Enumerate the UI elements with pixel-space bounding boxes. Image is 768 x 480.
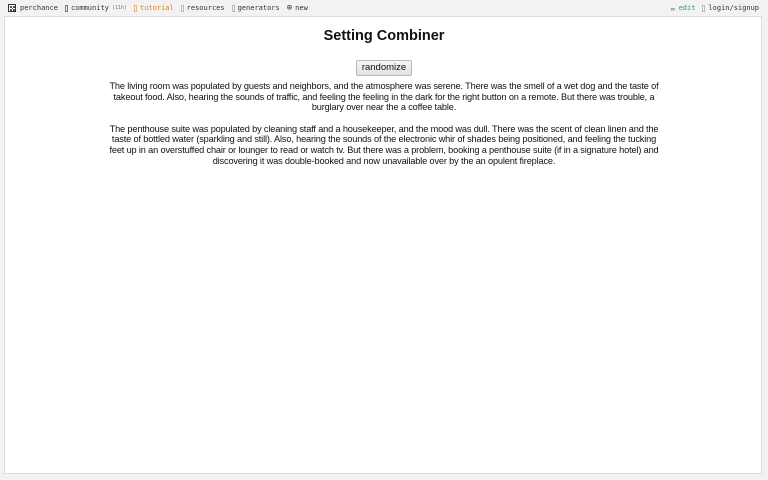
nav-login-label: login/signup — [708, 4, 759, 12]
generators-icon — [232, 5, 235, 12]
randomize-button[interactable]: randomize — [356, 60, 412, 76]
nav-new-label: new — [295, 4, 308, 12]
login-icon — [702, 5, 705, 12]
nav-login[interactable] — [702, 4, 759, 12]
output-paragraph: The penthouse suite was populated by cleaning staff and a housekeeper, and the mood was dull. There was the scent of clean linen and the taste of bottled water (sparkling and still). Also, hearing the sounds of the electronic whir of shades being positioned, and feeling the tucking feet up in an overstuffed chair or lounger to read or watch tv. But there was a problem, booking a penthouse suite (if in a signature hotel) and discovering it was double-booked and now unavailable over by the an opulent fireplace. — [109, 123, 659, 166]
nav-left — [0, 3, 315, 13]
nav-generators-label: generators — [237, 4, 280, 12]
dice-icon — [8, 4, 16, 12]
nav-right — [671, 4, 768, 13]
pencil-icon: ✏ — [670, 3, 676, 13]
nav-tutorial-label: tutorial — [139, 4, 174, 12]
nav-new[interactable] — [287, 3, 308, 13]
nav-resources[interactable] — [181, 4, 225, 12]
nav-edit-label: edit — [678, 4, 696, 12]
plus-circle-icon: ⊕ — [286, 3, 293, 13]
page-title: Setting Combiner — [323, 28, 445, 44]
community-icon — [65, 5, 68, 12]
nav-edit[interactable] — [671, 4, 696, 13]
nav-community[interactable] — [65, 4, 127, 12]
button-container — [0, 57, 768, 76]
nav-community-label: community — [70, 4, 109, 12]
resources-icon — [181, 5, 184, 12]
nav-tutorial[interactable] — [134, 4, 174, 12]
top-navigation-bar — [0, 0, 768, 16]
tutorial-icon — [134, 5, 137, 12]
output-text — [108, 81, 660, 177]
nav-generators[interactable] — [232, 4, 280, 12]
nav-perchance[interactable] — [8, 4, 58, 12]
nav-resources-label: resources — [186, 4, 225, 12]
nav-perchance-label: perchance — [20, 4, 58, 12]
output-paragraph: The living room was populated by guests and neighbors, and the atmosphere was serene. There was the smell of a wet dog and the taste of takeout food. Also, hearing the sounds of traffic, and feeling the feeling in the dark for the right button on a remote. But there was trouble, a burglary over near the a coffee table. — [109, 81, 659, 113]
community-count-badge: (11h) — [111, 5, 127, 11]
